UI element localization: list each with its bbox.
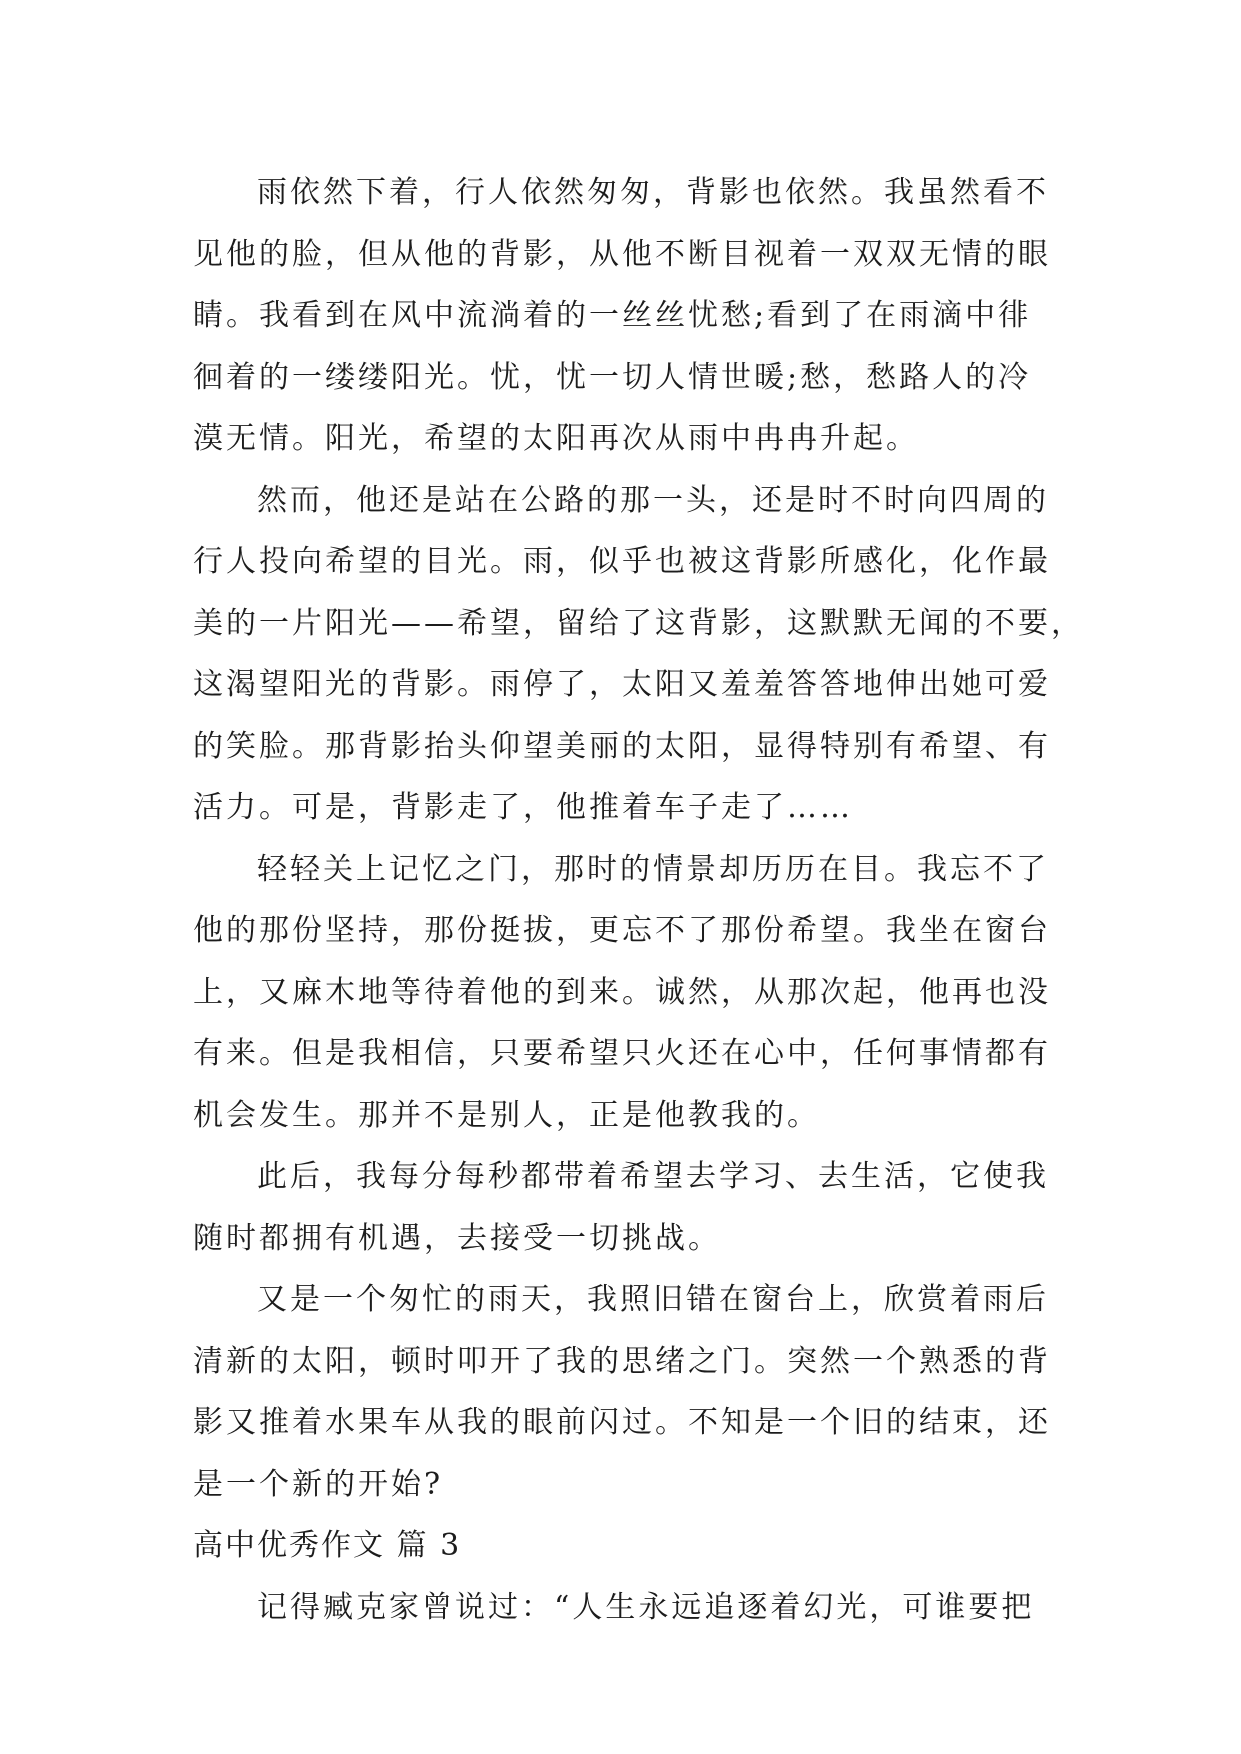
text-line: 随时都拥有机遇，去接受一切挑战。 bbox=[193, 1220, 721, 1256]
text-line: 睛。我看到在风中流淌着的一丝丝忧愁;看到了在雨滴中徘 bbox=[193, 298, 1032, 333]
text-line: 轻轻关上记忆之门，那时的情景却历历在目。我忘不了 bbox=[257, 851, 1049, 887]
text-line: 这渴望阳光的背影。雨停了，太阳又羞羞答答地伸出她可爱 bbox=[193, 667, 1051, 702]
text-line: 是一个新的开始? bbox=[193, 1466, 444, 1502]
text-line: 他的那份坚持，那份挺拔，更忘不了那份希望。我坐在窗台 bbox=[193, 913, 1051, 948]
text-line: 然而，他还是站在公路的那一头，还是时不时向四周的 bbox=[257, 482, 1049, 518]
text-line: 有来。但是我相信，只要希望只火还在心中，任何事情都有 bbox=[193, 1036, 1051, 1071]
text-line: 的笑脸。那背影抬头仰望美丽的太阳，显得特别有希望、有 bbox=[193, 728, 1051, 764]
text-line: 记得臧克家曾说过：“人生永远追逐着幻光，可谁要把 bbox=[257, 1589, 1035, 1625]
text-line: 上，又麻木地等待着他的到来。诚然，从那次起，他再也没 bbox=[193, 974, 1051, 1010]
text-line: 影又推着水果车从我的眼前闪过。不知是一个旧的结束，还 bbox=[193, 1405, 1051, 1440]
text-line: 行人投向希望的目光。雨，似乎也被这背影所感化，化作最 bbox=[193, 544, 1051, 579]
text-line: 机会发生。那并不是别人，正是他教我的。 bbox=[193, 1097, 820, 1133]
text-line: 活力。可是，背影走了，他推着车子走了…… bbox=[193, 790, 853, 825]
section-heading: 高中优秀作文 篇 3 bbox=[193, 1528, 462, 1563]
text-line: 美的一片阳光——希望，留给了这背影，这默默无闻的不要， bbox=[193, 605, 1084, 641]
text-line: 徊着的一缕缕阳光。忧，忧一切人情世暖;愁，愁路人的冷 bbox=[193, 359, 1032, 395]
text-line: 雨依然下着，行人依然匆匆，背影也依然。我虽然看不 bbox=[257, 175, 1049, 210]
text-line: 见他的脸，但从他的背影，从他不断目视着一双双无情的眼 bbox=[193, 236, 1051, 272]
text-line: 此后，我每分每秒都带着希望去学习、去生活，它使我 bbox=[257, 1159, 1049, 1194]
text-line: 漠无情。阳光，希望的太阳再次从雨中冉冉升起。 bbox=[193, 421, 919, 456]
document-body bbox=[193, 162, 1084, 1638]
text-line: 又是一个匆忙的雨天，我照旧错在窗台上，欣赏着雨后 bbox=[257, 1282, 1049, 1317]
text-line: 清新的太阳，顿时叩开了我的思绪之门。突然一个熟悉的背 bbox=[193, 1343, 1051, 1379]
